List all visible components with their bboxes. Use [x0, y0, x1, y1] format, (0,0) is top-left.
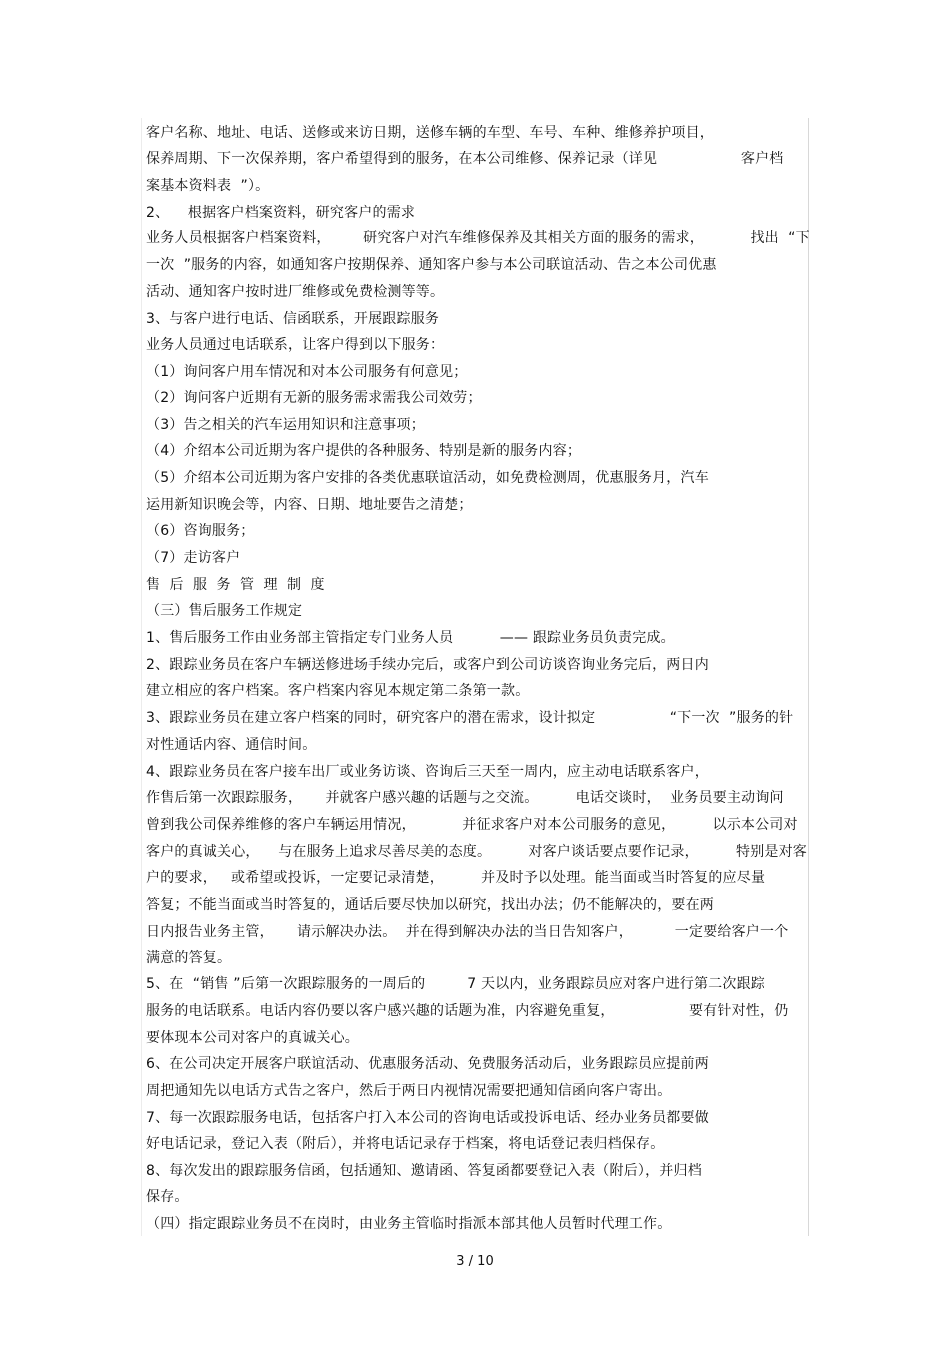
left-margin-rule [141, 118, 142, 1236]
text-line: 案基本资料表 ”）。 [146, 178, 270, 194]
text-line: 3、跟踪业务员在建立客户档案的同时，研究客户的潜在需求，设计拟定 “下一次 ”服务的针 [146, 710, 794, 726]
text-line: 客户的真诚关心， 与在服务上追求尽善尽美的态度。 对客户谈话要点要作记录， 特别是对客 [146, 844, 808, 860]
right-margin-rule [808, 118, 809, 1236]
text-line: 保养周期、下一次保养期，客户希望得到的服务，在本公司维修、保养记录（详见 客户档 [146, 151, 784, 167]
text-line: 一次 ”服务的内容，如通知客户按期保养、通知客户参与本公司联谊活动、告之本公司优惠 [146, 257, 717, 273]
text-line: 服务的电话联系。电话内容仍要以客户感兴趣的话题为准，内容避免重复， 要有针对性，仍 [146, 1003, 789, 1019]
text-line: （三）售后服务工作规定 [146, 603, 303, 619]
text-line: 7、每一次跟踪服务电话，包括客户打入本公司的咨询电话或投诉电话、经办业务员都要做 [146, 1110, 709, 1126]
text-line: 8、每次发出的跟踪服务信函，包括通知、邀请函、答复函都要登记入表（附后），并归档 [146, 1163, 702, 1179]
text-line: 要体现本公司对客户的真诚关心。 [146, 1030, 359, 1046]
text-line: （3）告之相关的汽车运用知识和注意事项； [146, 417, 425, 433]
text-line: 保存。 [146, 1189, 189, 1205]
text-line: （5）介绍本公司近期为客户安排的各类优惠联谊活动，如免费检测周，优惠服务月，汽车 [146, 470, 709, 486]
text-line: （2）询问客户近期有无新的服务需求需我公司效劳； [146, 390, 482, 406]
text-line: 2、 根据客户档案资料，研究客户的需求 [146, 205, 416, 221]
text-line: （1）询问客户用车情况和对本公司服务有何意见； [146, 364, 468, 380]
text-line: 作售后第一次跟踪服务， 并就客户感兴趣的话题与之交流。 电话交谈时， 业务员要主动询问 [146, 790, 784, 806]
text-line: 建立相应的客户档案。客户档案内容见本规定第二条第一款。 [146, 683, 530, 699]
text-line: 客户名称、地址、电话、送修或来访日期，送修车辆的车型、车号、车种、维修养护项目， [146, 125, 714, 141]
text-line: （7）走访客户 [146, 550, 241, 566]
text-line: 3、与客户进行电话、信函联系，开展跟踪服务 [146, 311, 440, 327]
text-line: 曾到我公司保养维修的客户车辆运用情况， 并征求客户对本公司服务的意见， 以示本公司对 [146, 817, 798, 833]
text-line: 4、跟踪业务员在客户接车出厂或业务访谈、咨询后三天至一周内，应主动电话联系客户， [146, 764, 709, 780]
text-line: 运用新知识晚会等，内容、日期、地址要告之清楚； [146, 497, 473, 513]
text-line: 5、在 “销售 ”后第一次跟踪服务的一周后的 7 天以内，业务跟踪员应对客户进行第二次跟踪 [146, 976, 765, 992]
text-line: （四）指定跟踪业务员不在岗时，由业务主管临时指派本部其他人员暂时代理工作。 [146, 1216, 672, 1232]
text-line: 周把通知先以电话方式告之客户，然后于两日内视情况需要把通知信函向客户寄出。 [146, 1083, 672, 1099]
text-line: 户的要求， 或希望或投诉，一定要记录清楚， 并及时予以处理。能当面或当时答复的应尽量 [146, 870, 766, 886]
text-line: 日内报告业务主管， 请示解决办法。 并在得到解决办法的当日告知客户， 一定要给客户一个 [146, 924, 789, 940]
text-line: （4）介绍本公司近期为客户提供的各种服务、特别是新的服务内容； [146, 443, 582, 459]
text-line: 对性通话内容、通信时间。 [146, 737, 317, 753]
text-line: 业务人员通过电话联系，让客户得到以下服务： [146, 337, 445, 353]
text-line: 好电话记录，登记入表（附后），并将电话记录存于档案，将电话登记表归档保存。 [146, 1136, 665, 1152]
text-line: 答复；不能当面或当时答复的，通话后要尽快加以研究，找出办法；仍不能解决的，要在两 [146, 897, 714, 913]
text-line: 业务人员根据客户档案资料， 研究客户对汽车维修保养及其相关方面的服务的需求， 找出 “下 [146, 230, 810, 246]
text-line: 2、跟踪业务员在客户车辆送修进场手续办完后，或客户到公司访谈咨询业务完后，两日内 [146, 657, 709, 673]
text-line: （6）咨询服务； [146, 523, 255, 539]
text-line: 售 后 服 务 管 理 制 度 [146, 577, 325, 593]
text-line: 6、在公司决定开展客户联谊活动、优惠服务活动、免费服务活动后，业务跟踪员应提前两 [146, 1056, 709, 1072]
text-line: 活动、通知客户按时进厂维修或免费检测等等。 [146, 284, 445, 300]
text-line: 1、售后服务工作由业务部主管指定专门业务人员 —— 跟踪业务员负责完成。 [146, 630, 675, 646]
page-number: 3 / 10 [456, 1254, 494, 1269]
text-line: 满意的答复。 [146, 950, 232, 966]
